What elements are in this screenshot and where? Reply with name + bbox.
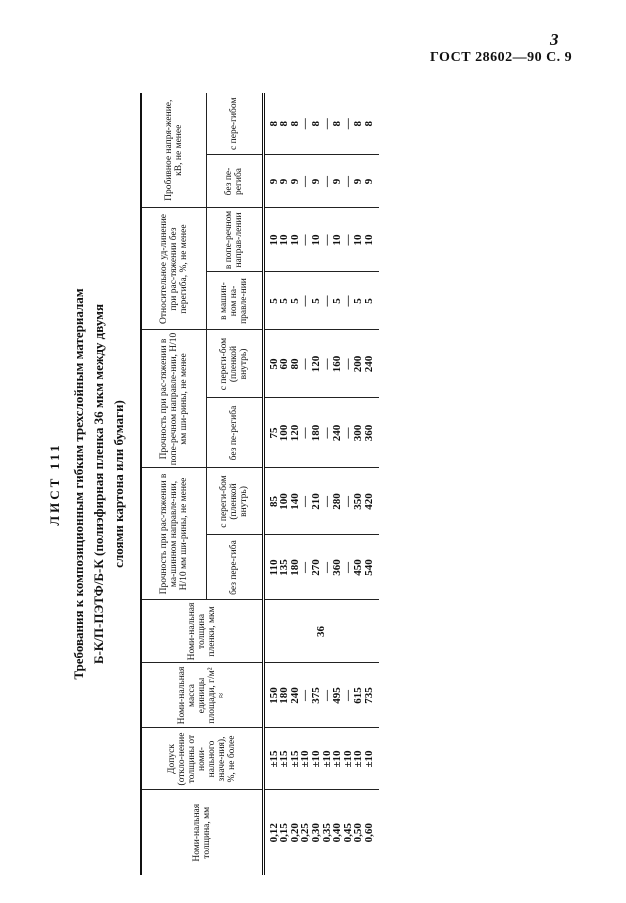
cell-value: — <box>320 690 333 701</box>
header-strength-machine: Прочность при рас-тяжении в ма-шинном направле-нии, Н/10 мм ши-рины, не менее <box>141 468 206 600</box>
cell-value: 10 <box>331 234 344 246</box>
cell-value: ±15 <box>267 750 280 768</box>
cell-value: 180 <box>309 424 322 442</box>
cell-value: 0,15 <box>278 823 291 843</box>
subheader-el-transverse: в попе-речном направ-лении <box>206 208 263 272</box>
cell-value: 8 <box>331 121 344 127</box>
cell-value: 180 <box>288 559 301 576</box>
cell-value: — <box>299 295 312 307</box>
cell-sm-bend <box>263 468 379 535</box>
cell-value: 140 <box>288 493 301 510</box>
cell-value: 0,60 <box>362 823 375 843</box>
cell-value: ±10 <box>309 750 322 768</box>
cell-value: 10 <box>267 234 280 246</box>
cell-value: 180 <box>278 687 291 704</box>
cell-value: 0,25 <box>299 823 312 843</box>
cell-value: 80 <box>288 358 301 370</box>
cell-value: — <box>341 118 354 130</box>
cell-value: 9 <box>278 178 291 185</box>
cell-value: 120 <box>288 424 301 442</box>
cell-value: — <box>341 496 354 507</box>
cell-value: — <box>320 427 333 439</box>
cell-value: 200 <box>352 355 365 373</box>
cell-value: 350 <box>352 493 365 510</box>
cell-value: — <box>341 176 354 187</box>
document-header-standard: ГОСТ 28602—90 С. 9 <box>430 50 573 65</box>
cell-value: 5 <box>331 298 344 304</box>
cell-value: 495 <box>331 687 344 704</box>
film-value: 36 <box>315 626 328 637</box>
cell-value: ±10 <box>320 750 333 768</box>
sheet-title: ЛИСТ 111 <box>47 442 62 526</box>
cell-st-no-bend <box>263 398 379 468</box>
subheader-bd-bend: с пере-гибом <box>206 93 263 155</box>
cell-value: 0,45 <box>341 823 354 843</box>
cell-value: — <box>299 496 312 507</box>
cell-value: 100 <box>278 493 291 510</box>
table-title-line-1: Требования к композиционным гибким трехслойным материалам <box>71 288 86 680</box>
cell-value: 8 <box>352 121 365 127</box>
cell-value: — <box>299 690 312 701</box>
cell-value: 300 <box>352 424 365 442</box>
cell-tolerance <box>263 728 379 790</box>
cell-value: — <box>320 295 333 307</box>
cell-value: — <box>341 562 354 573</box>
cell-value: 75 <box>267 427 280 439</box>
subheader-bd-no-bend: без пе-региба <box>206 155 263 208</box>
header-elongation: Относительное уд-линение при рас-тяжении без перегиба, %, не менее <box>141 208 206 330</box>
cell-value: 240 <box>362 355 375 373</box>
cell-value: 120 <box>309 355 322 373</box>
cell-value: ±10 <box>331 750 344 768</box>
cell-value: 9 <box>309 178 322 185</box>
cell-value: 360 <box>331 559 344 576</box>
cell-value: 9 <box>362 178 375 185</box>
cell-value: ±15 <box>278 750 291 768</box>
subheader-st-no-bend: без пе-региба <box>206 398 263 468</box>
cell-value: 50 <box>267 358 280 370</box>
cell-value: 150 <box>267 687 280 704</box>
cell-value: — <box>320 176 333 187</box>
requirements-table <box>140 93 379 875</box>
cell-value: 5 <box>309 298 322 304</box>
cell-value: 450 <box>352 559 365 576</box>
cell-value: 60 <box>278 358 291 370</box>
cell-value: 10 <box>288 234 301 246</box>
cell-value: — <box>341 690 354 701</box>
rotated-content <box>45 85 385 875</box>
cell-value: ±10 <box>352 750 365 768</box>
header-thickness: Номи-нальная толщина, мм <box>141 790 263 875</box>
header-tolerance: Допуск (откло-нение толщины от номи-нального значе-ния), %, не более <box>141 728 263 790</box>
cell-value: 0,40 <box>331 823 344 843</box>
handwritten-page-mark: 3 <box>550 30 559 49</box>
subheader-st-bend: с переги-бом (пленкой внутрь) <box>206 330 263 398</box>
cell-value: 110 <box>267 559 280 576</box>
cell-value: 9 <box>288 178 301 185</box>
cell-value: 10 <box>352 234 365 246</box>
cell-value: 5 <box>352 298 365 304</box>
cell-value: 0,20 <box>288 823 301 843</box>
subheader-sm-bend: с переги-бом (пленкой внутрь) <box>206 468 263 535</box>
cell-value: — <box>320 562 333 573</box>
cell-thickness <box>263 790 379 875</box>
cell-value: 240 <box>331 424 344 442</box>
cell-value: 270 <box>309 559 322 576</box>
cell-value: 5 <box>278 298 291 304</box>
cell-value: 280 <box>331 493 344 510</box>
table-title-line-2: Б-К/П-ПЭТФ/Б-К (полиэфирная пленка 36 мкм между двумя <box>91 303 106 665</box>
cell-value: — <box>320 234 333 246</box>
cell-value: — <box>341 234 354 246</box>
cell-value: — <box>341 427 354 439</box>
cell-value: 8 <box>278 121 291 127</box>
cell-value: 8 <box>267 121 280 127</box>
cell-value: 0,50 <box>352 823 365 843</box>
cell-value: 9 <box>352 178 365 185</box>
cell-st-bend <box>263 330 379 398</box>
cell-value: — <box>299 234 312 246</box>
cell-film <box>263 600 379 663</box>
cell-bd-bend <box>263 93 379 155</box>
cell-value: 9 <box>267 178 280 185</box>
cell-value: — <box>299 427 312 439</box>
cell-value: 615 <box>352 687 365 704</box>
cell-value: 135 <box>278 559 291 576</box>
header-strength-transverse: Прочность при рас-тяжении в попе-речном направле-нии, Н/10 мм ши-рины, не менее <box>141 330 206 468</box>
cell-value: 10 <box>278 234 291 246</box>
cell-value: 10 <box>309 234 322 246</box>
cell-value: 210 <box>309 493 322 510</box>
cell-value: — <box>299 118 312 130</box>
subheader-el-machine: в машин-ном на-правле-нии <box>206 272 263 330</box>
cell-value: 10 <box>362 234 375 246</box>
cell-value: 160 <box>331 355 344 373</box>
cell-value: 5 <box>362 298 375 304</box>
cell-value: 85 <box>267 496 280 507</box>
cell-value: 5 <box>288 298 301 304</box>
cell-value: 0,35 <box>320 823 333 843</box>
cell-value: — <box>341 358 354 370</box>
cell-value: — <box>341 295 354 307</box>
cell-value: 5 <box>267 298 280 304</box>
cell-value: 8 <box>309 121 322 127</box>
cell-value: ±10 <box>362 750 375 768</box>
cell-value: 0,12 <box>267 823 280 843</box>
cell-value: ±10 <box>341 750 354 768</box>
header-breakdown-voltage: Пробивное напря-жение, кВ, не менее <box>141 93 206 208</box>
cell-value: ±10 <box>299 750 312 768</box>
cell-el-transverse <box>263 208 379 272</box>
cell-value: 735 <box>362 687 375 704</box>
cell-value: — <box>299 358 312 370</box>
cell-value: 240 <box>288 687 301 704</box>
cell-value: — <box>320 496 333 507</box>
cell-el-machine <box>263 272 379 330</box>
cell-value: 360 <box>362 424 375 442</box>
cell-value: — <box>299 176 312 187</box>
header-mass: Номи-нальная масса единицы площади, г/м² ≈ <box>141 663 263 728</box>
cell-mass <box>263 663 379 728</box>
subheader-sm-no-bend: без пере-гиба <box>206 535 263 600</box>
table-title-line-3: слоями картона или бумаги) <box>111 400 126 568</box>
cell-value: 8 <box>288 121 301 127</box>
header-film-thickness: Номи-нальная толщина пленки, мкм <box>141 600 263 663</box>
cell-value: 0,30 <box>309 823 322 843</box>
cell-value: 100 <box>278 424 291 442</box>
cell-value: 375 <box>309 687 322 704</box>
cell-value: 420 <box>362 493 375 510</box>
cell-value: ±15 <box>288 750 301 768</box>
cell-value: 540 <box>362 559 375 576</box>
cell-sm-no-bend <box>263 535 379 600</box>
cell-value: 9 <box>331 178 344 185</box>
cell-value: 8 <box>362 121 375 127</box>
cell-value: — <box>299 562 312 573</box>
cell-bd-no-bend <box>263 155 379 208</box>
cell-value: — <box>320 118 333 130</box>
cell-value: — <box>320 358 333 370</box>
